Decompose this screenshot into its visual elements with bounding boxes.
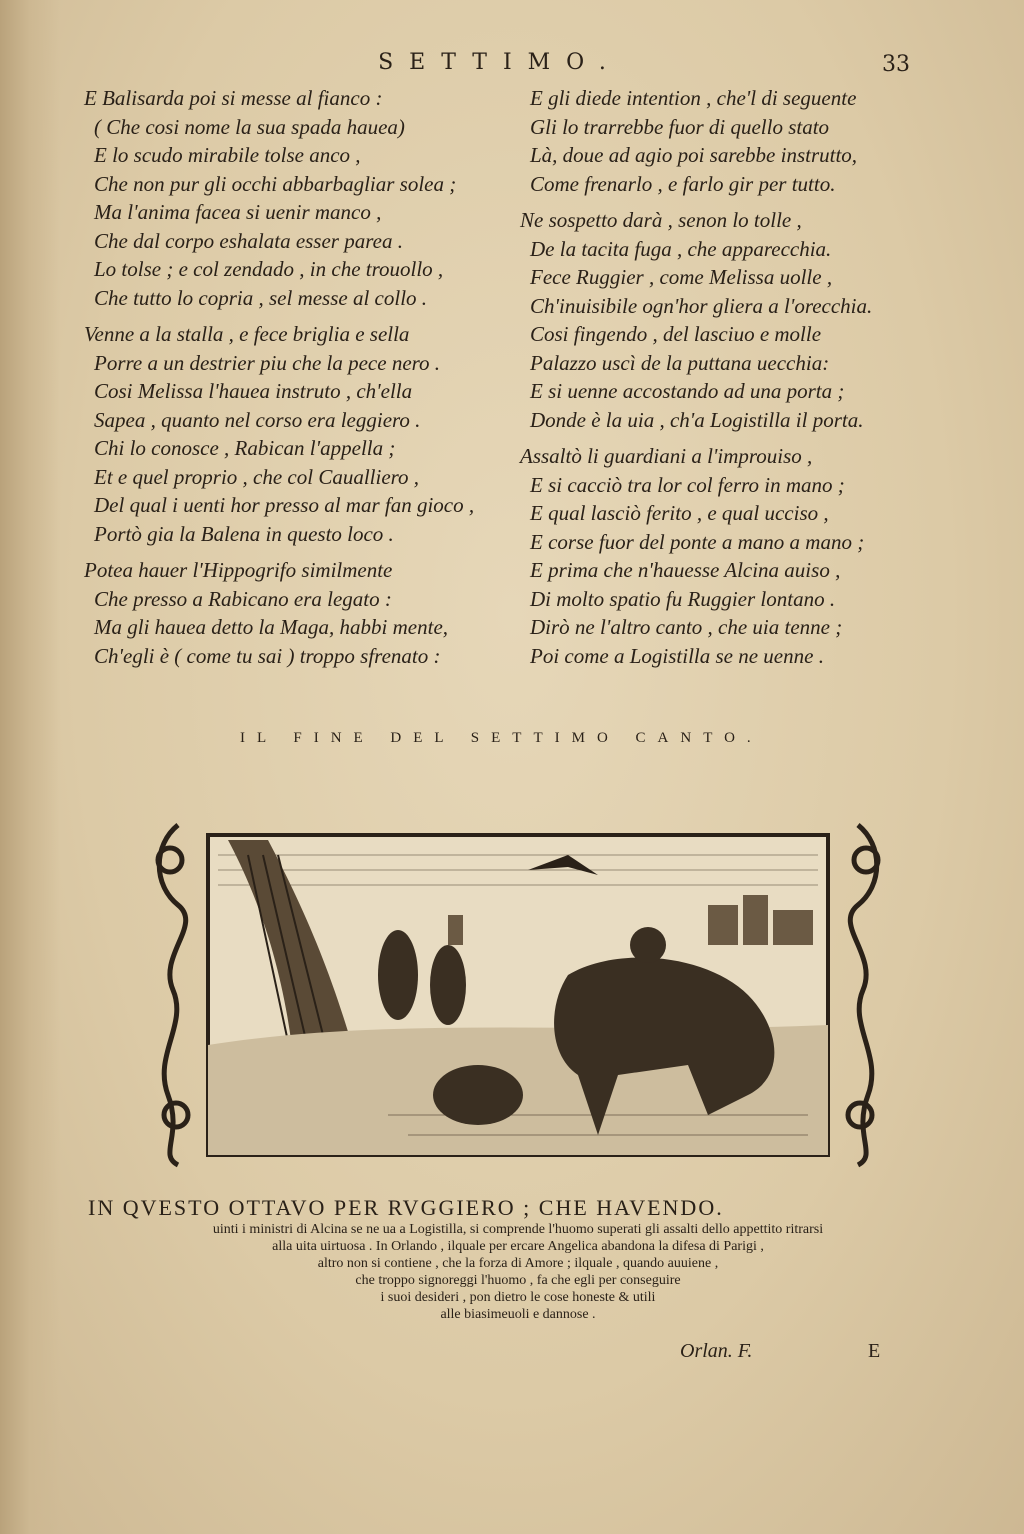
page-number: 33 — [882, 52, 910, 77]
verse-line: Come frenarlo , e farlo gir per tutto. — [530, 171, 836, 196]
verse-line: Fece Ruggier , come Melissa uolle , — [530, 265, 833, 289]
verse-line: E si uenne accostando ad una porta ; — [530, 379, 845, 403]
argument-line: alla uita uirtuosa . In Orlando , ilquale per ercare Angelica abandona la difesa di Parigi , — [272, 1239, 764, 1254]
verse-line: E gli diede intention , che'l di seguente — [530, 86, 857, 110]
verse-line: Porre a un destrier piu che la pece nero . — [94, 350, 441, 375]
left-column — [84, 84, 504, 678]
argument-line: altro non si contiene , che la forza di Amore ; ilquale , quando auuiene , — [317, 1256, 719, 1271]
verse-line: Portò gia la Balena in questo loco . — [94, 521, 394, 546]
verse-line: Dirò ne l'altro canto , che uia tenne ; — [530, 615, 843, 639]
argument-line: uinti i ministri di Alcina se ne ua a Logistilla, si comprende l'huomo superati gli assalti dello appettito ritrarsi — [212, 1222, 824, 1237]
canto-argument — [88, 1195, 948, 1323]
woodcut-image — [148, 815, 888, 1173]
verse-line: Ma gli hauea detto la Maga, habbi mente, — [94, 615, 449, 639]
page-gutter-shadow — [0, 0, 60, 1534]
stanza — [84, 84, 504, 312]
argument-line: i suoi desideri , pon dietro le cose honeste & utili — [380, 1290, 656, 1305]
argument-line: che troppo signoreggi l'huomo , fa che egli per conseguire — [355, 1273, 681, 1288]
verse-line: E qual lasciò ferito , e qual ucciso , — [530, 501, 829, 525]
verse-line: Poi come a Logistilla se ne uenne . — [530, 643, 824, 668]
running-head: SETTIMO. — [378, 50, 622, 75]
verse-line: De la tacita fuga , che apparecchia. — [530, 236, 832, 261]
verse-line: Cosi Melissa l'hauea instruto , ch'ella — [94, 379, 413, 403]
verse-line: E prima che n'hauesse Alcina auiso , — [530, 558, 841, 582]
verse-line: Di molto spatio fu Ruggier lontano . — [530, 586, 836, 611]
verse-line: Cosi fingendo , del lasciuo e molle — [530, 322, 822, 346]
verse-line: Ne sospetto darà , senon lo tolle , — [520, 208, 802, 232]
argument-body — [88, 1221, 948, 1323]
verse-line: E si cacciò tra lor col ferro in mano ; — [530, 472, 845, 497]
verse-line: Sapea , quanto nel corso era leggiero . — [94, 407, 421, 432]
verse-line: ( Che cosi nome la sua spada hauea) — [94, 114, 405, 139]
catchword: Orlan. F. — [680, 1340, 753, 1362]
verse-line: Che dal corpo eshalata esser parea . — [94, 228, 403, 253]
argument-line: alle biasimeuoli e dannose . — [440, 1307, 596, 1322]
canto-end-title: IL FINE DEL SETTIMO CANTO. — [240, 730, 763, 746]
verse-line: Del qual i uenti hor presso al mar fan gioco , — [94, 493, 475, 517]
argument-heading: IN QVESTO OTTAVO PER RVGGIERO ; CHE HAVENDO. — [88, 1195, 724, 1220]
verse-line: Lo tolse ; e col zendado , in che trouollo , — [94, 257, 444, 281]
verse-line: Et e quel proprio , che col Caualliero , — [94, 464, 420, 489]
verse-line: Chi lo conosce , Rabican l'appella ; — [94, 436, 396, 460]
stanza — [84, 556, 504, 670]
verse-line: E Balisarda poi si messe al fianco : — [84, 86, 383, 110]
signature-mark: E — [868, 1340, 881, 1362]
stanza — [520, 442, 900, 670]
stanza — [84, 320, 504, 548]
verse-line: Gli lo trarrebbe fuor di quello stato — [530, 114, 830, 139]
right-column — [520, 84, 900, 678]
verse-line: Potea hauer l'Hippogrifo similmente — [84, 558, 393, 582]
stanza — [520, 206, 900, 434]
verse-line: Ma l'anima facea si uenir manco , — [94, 200, 382, 224]
verse-line: Donde è la uia , ch'a Logistilla il porta. — [530, 407, 864, 432]
verse-line: E corse fuor del ponte a mano a mano ; — [530, 529, 865, 554]
verse-line: Che tutto lo copria , sel messe al collo . — [94, 285, 428, 310]
verse-line: E lo scudo mirabile tolse anco , — [94, 143, 361, 167]
right-ornament — [848, 825, 878, 1165]
left-ornament — [158, 825, 188, 1165]
verse-line: Assaltò li guardiani a l'improuiso , — [520, 444, 813, 468]
verse-line: Venne a la stalla , e fece briglia e sella — [84, 322, 410, 346]
verse-line: Là, doue ad agio poi sarebbe instrutto, — [530, 143, 858, 167]
woodcut-illustration — [148, 815, 888, 1173]
verse-line: Che presso a Rabicano era legato : — [94, 586, 392, 611]
verse-line: Che non pur gli occhi abbarbagliar solea ; — [94, 171, 457, 196]
stanza — [520, 84, 900, 198]
verse-line: Palazzo uscì de la puttana uecchia: — [530, 350, 830, 375]
verse-line: Ch'egli è ( come tu sai ) troppo sfrenato : — [94, 643, 441, 668]
verse-line: Ch'inuisibile ogn'hor gliera a l'orecchia. — [530, 293, 873, 318]
